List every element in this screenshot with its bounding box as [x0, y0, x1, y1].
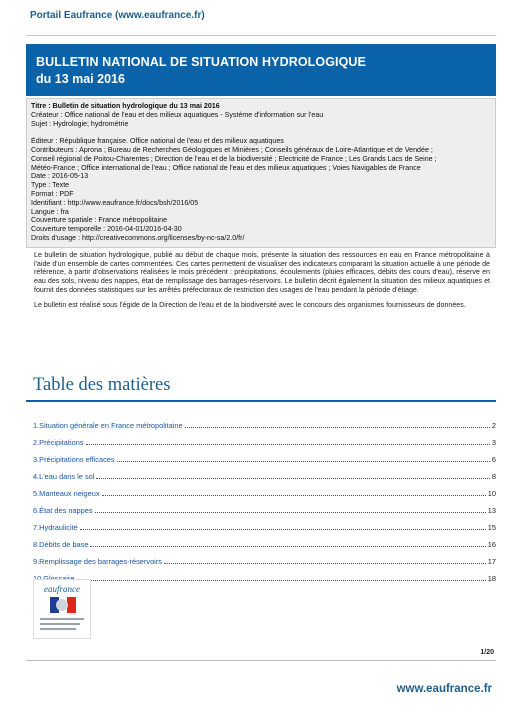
toc-dot-leader	[77, 580, 486, 581]
meta-contributeurs-1: Contributeurs : Aprona ; Bureau de Recherches Géologiques et Minières ; Conseils généraux de Loire-Atlantique et de Vendée ;	[31, 145, 433, 154]
meta-identifiant: Identifiant : http://www.eaufrance.fr/docs/bsh/2016/05	[31, 198, 199, 207]
footer-divider	[26, 660, 496, 661]
toc-dot-leader	[90, 546, 485, 547]
footer-site-link[interactable]: www.eaufrance.fr	[396, 683, 492, 695]
motto-line	[40, 618, 84, 620]
toc-item-glossaire[interactable]	[33, 566, 496, 583]
meta-couverture-temporelle: Couverture temporelle : 2016-04-01/2016-04-30	[31, 225, 182, 234]
bulletin-title: BULLETIN NATIONAL DE SITUATION HYDROLOGIQUE	[36, 55, 366, 69]
bulletin-date: du 13 mai 2016	[36, 72, 125, 86]
toc-item-situation-generale[interactable]	[33, 413, 496, 430]
toc-item-remplissage-barrages[interactable]	[33, 549, 496, 566]
meta-titre: Titre : Bulletin de situation hydrologique du 13 mai 2016	[31, 102, 220, 110]
toc-dot-leader	[80, 529, 486, 530]
metadata-box	[26, 98, 496, 248]
toc-item-precipitations[interactable]	[33, 430, 496, 447]
toc-dot-leader	[96, 478, 489, 479]
toc-dot-leader	[102, 495, 486, 496]
toc-item-page: 15	[487, 523, 496, 532]
intro-paragraph-2: Le bulletin est réalisé sous l'égide de la Direction de l'eau et de la biodiversité avec le concours des organismes fournisseurs de données.	[34, 300, 466, 309]
toc-item-label: 9.Remplissage des barrages-réservoirs	[33, 557, 162, 566]
toc-item-label: 7.Hydraulicité	[33, 523, 78, 532]
toc-item-page: 16	[487, 540, 496, 549]
logo-brand: eaufrance	[44, 584, 80, 594]
intro-text	[34, 251, 490, 315]
meta-langue: Langue : fra	[31, 207, 69, 216]
motto-line	[40, 623, 80, 625]
toc-title: Table des matières	[33, 375, 171, 395]
flag-stripe-red	[67, 597, 76, 613]
intro-paragraph-1: Le bulletin de situation hydrologique, publié au début de chaque mois, présente la situation des ressources en eau en France métropolitaine à l'aide d'un ensemble de cartes commentées. Ces cartes permettent de visualiser des indicateurs comparant la situation actuelle à une période de référence, à partir d'observations réalisées le mois précédent : précipitations, écoulements (pluies efficaces, débits des cours d'eau), réserve en eau des sols, niveau des nappes, état de remplissage des barrages-réservoirs. Le bulletin décrit également la situation des milieux aquatiques et fournit des données statistiques sur les arrêtés préfectoraux de restriction des usages de l'eau pendant la période d'étiage.	[34, 251, 490, 294]
toc-dot-leader	[117, 461, 490, 462]
meta-couverture-spatiale: Couverture spatiale : France métropolitaine	[31, 216, 168, 225]
toc-item-label: 5.Manteaux neigeux	[33, 489, 100, 498]
toc-item-eau-dans-le-sol[interactable]	[33, 464, 496, 481]
title-banner	[26, 44, 496, 96]
toc-item-precipitations-efficaces[interactable]	[33, 447, 496, 464]
table-of-contents	[33, 413, 496, 583]
toc-item-page: 2	[491, 421, 496, 430]
toc-item-etat-des-nappes[interactable]	[33, 498, 496, 515]
toc-item-label: 3.Précipitations efficaces	[33, 455, 115, 464]
header-divider	[26, 35, 496, 36]
toc-item-label: 8.Débits de base	[33, 540, 89, 549]
page-indicator: 1/20	[480, 649, 494, 656]
toc-item-label: 1.Situation générale en France métropolitaine	[33, 421, 183, 430]
toc-dot-leader	[185, 427, 490, 428]
toc-item-page: 10	[487, 489, 496, 498]
meta-editeur: Éditeur : République française. Office national de l'eau et des milieux aquatiques	[31, 137, 284, 146]
toc-dot-leader	[164, 563, 486, 564]
toc-item-hydraulicite[interactable]	[33, 515, 496, 532]
toc-item-page: 18	[487, 574, 496, 583]
toc-dot-leader	[86, 444, 490, 445]
meta-createur: Créateur : Office national de l'eau et des milieux aquatiques - Système d'information sur l'eau	[31, 110, 324, 119]
meta-contributeurs-2: Conseil régional de Poitou-Charentes ; Direction de l'eau et de la biodiversité ; Electricité de France ; Les Grands Lacs de Seine ;	[31, 154, 437, 163]
toc-item-page: 3	[491, 438, 496, 447]
toc-item-page: 8	[491, 472, 496, 481]
meta-droits: Droits d'usage : http://creativecommons.org/licenses/by-nc-sa/2.0/fr/	[31, 233, 245, 242]
meta-spacer	[31, 128, 491, 137]
toc-item-debits-de-base[interactable]	[33, 532, 496, 549]
toc-item-page: 6	[491, 455, 496, 464]
motto-line	[40, 628, 76, 630]
meta-date: Date : 2016-05-13	[31, 172, 89, 181]
toc-item-page: 13	[487, 506, 496, 515]
toc-item-page: 17	[487, 557, 496, 566]
toc-item-label: 4.L'eau dans le sol	[33, 472, 95, 481]
meta-contributeurs-3: Météo-France ; Office international de l'eau ; Office national de l'eau et des milieux aquatiques ; Voies Navigables de France	[31, 163, 421, 172]
meta-sujet: Sujet : Hydrologie; hydrométrie	[31, 119, 129, 128]
portal-header[interactable]: Portail Eaufrance (www.eaufrance.fr)	[30, 10, 205, 21]
eaufrance-logo	[33, 579, 91, 639]
meta-format: Format : PDF	[31, 189, 74, 198]
toc-item-label: 2.Précipitations	[33, 438, 84, 447]
toc-divider	[26, 400, 496, 402]
toc-item-manteaux-neigeux[interactable]	[33, 481, 496, 498]
toc-item-label: 6.État des nappes	[33, 506, 93, 515]
marianne-icon	[56, 599, 68, 611]
meta-type: Type : Texte	[31, 181, 70, 190]
toc-dot-leader	[95, 512, 486, 513]
